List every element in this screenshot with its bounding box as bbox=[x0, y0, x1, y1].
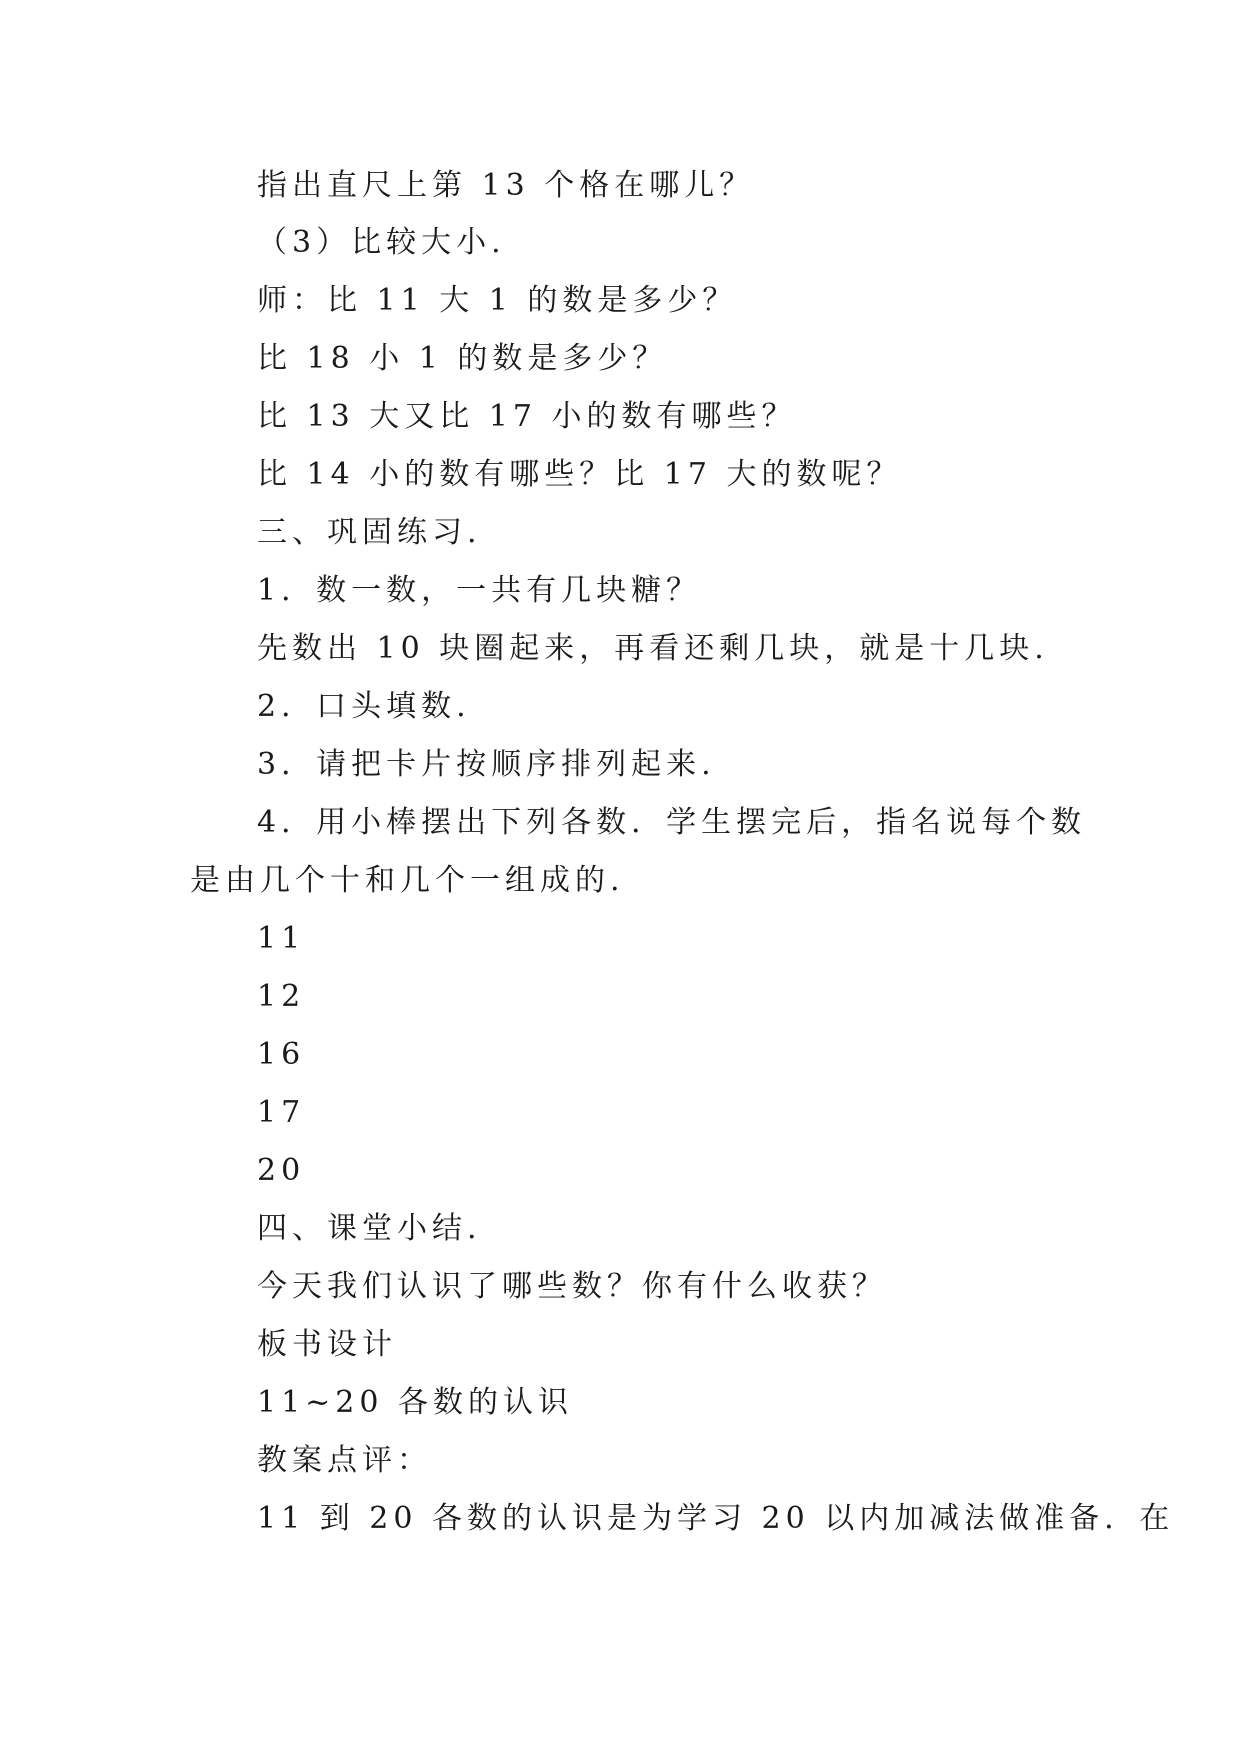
number-item: 17 bbox=[257, 1095, 306, 1130]
text-line: 2．口头填数. bbox=[257, 689, 471, 724]
number-item: 16 bbox=[257, 1037, 306, 1072]
text-line: 3．请把卡片按顺序排列起来. bbox=[257, 747, 716, 782]
text-line: 板书设计 bbox=[257, 1327, 397, 1362]
text-line: 比 14 小的数有哪些？比 17 大的数呢？ bbox=[257, 457, 902, 492]
text-line: 先数出 10 块圈起来，再看还剩几块，就是十几块. bbox=[257, 631, 1049, 666]
text-line-continuation: 是由几个十和几个一组成的. bbox=[190, 863, 625, 898]
text-line: 师：比 11 大 1 的数是多少？ bbox=[257, 283, 738, 318]
number-item: 11 bbox=[257, 921, 306, 956]
text-line: 今天我们认识了哪些数？你有什么收获？ bbox=[257, 1269, 887, 1304]
section-heading: 四、课堂小结. bbox=[257, 1211, 482, 1246]
text-line: 1．数一数，一共有几块糖？ bbox=[257, 573, 702, 608]
text-line: 4．用小棒摆出下列各数．学生摆完后，指名说每个数 bbox=[257, 805, 1087, 840]
number-item: 12 bbox=[257, 979, 306, 1014]
number-item: 20 bbox=[257, 1153, 306, 1188]
section-heading: 三、巩固练习. bbox=[257, 515, 482, 550]
text-line: 11 到 20 各数的认识是为学习 20 以内加减法做准备．在 bbox=[257, 1501, 1175, 1536]
text-line: 比 18 小 1 的数是多少？ bbox=[257, 341, 668, 376]
text-line: 教案点评： bbox=[257, 1443, 432, 1478]
text-line: 比 13 大又比 17 小的数有哪些？ bbox=[257, 399, 797, 434]
text-line: 指出直尺上第 13 个格在哪儿？ bbox=[257, 168, 755, 203]
text-line: （3）比较大小. bbox=[257, 225, 506, 260]
text-line: 11~20 各数的认识 bbox=[257, 1385, 574, 1420]
